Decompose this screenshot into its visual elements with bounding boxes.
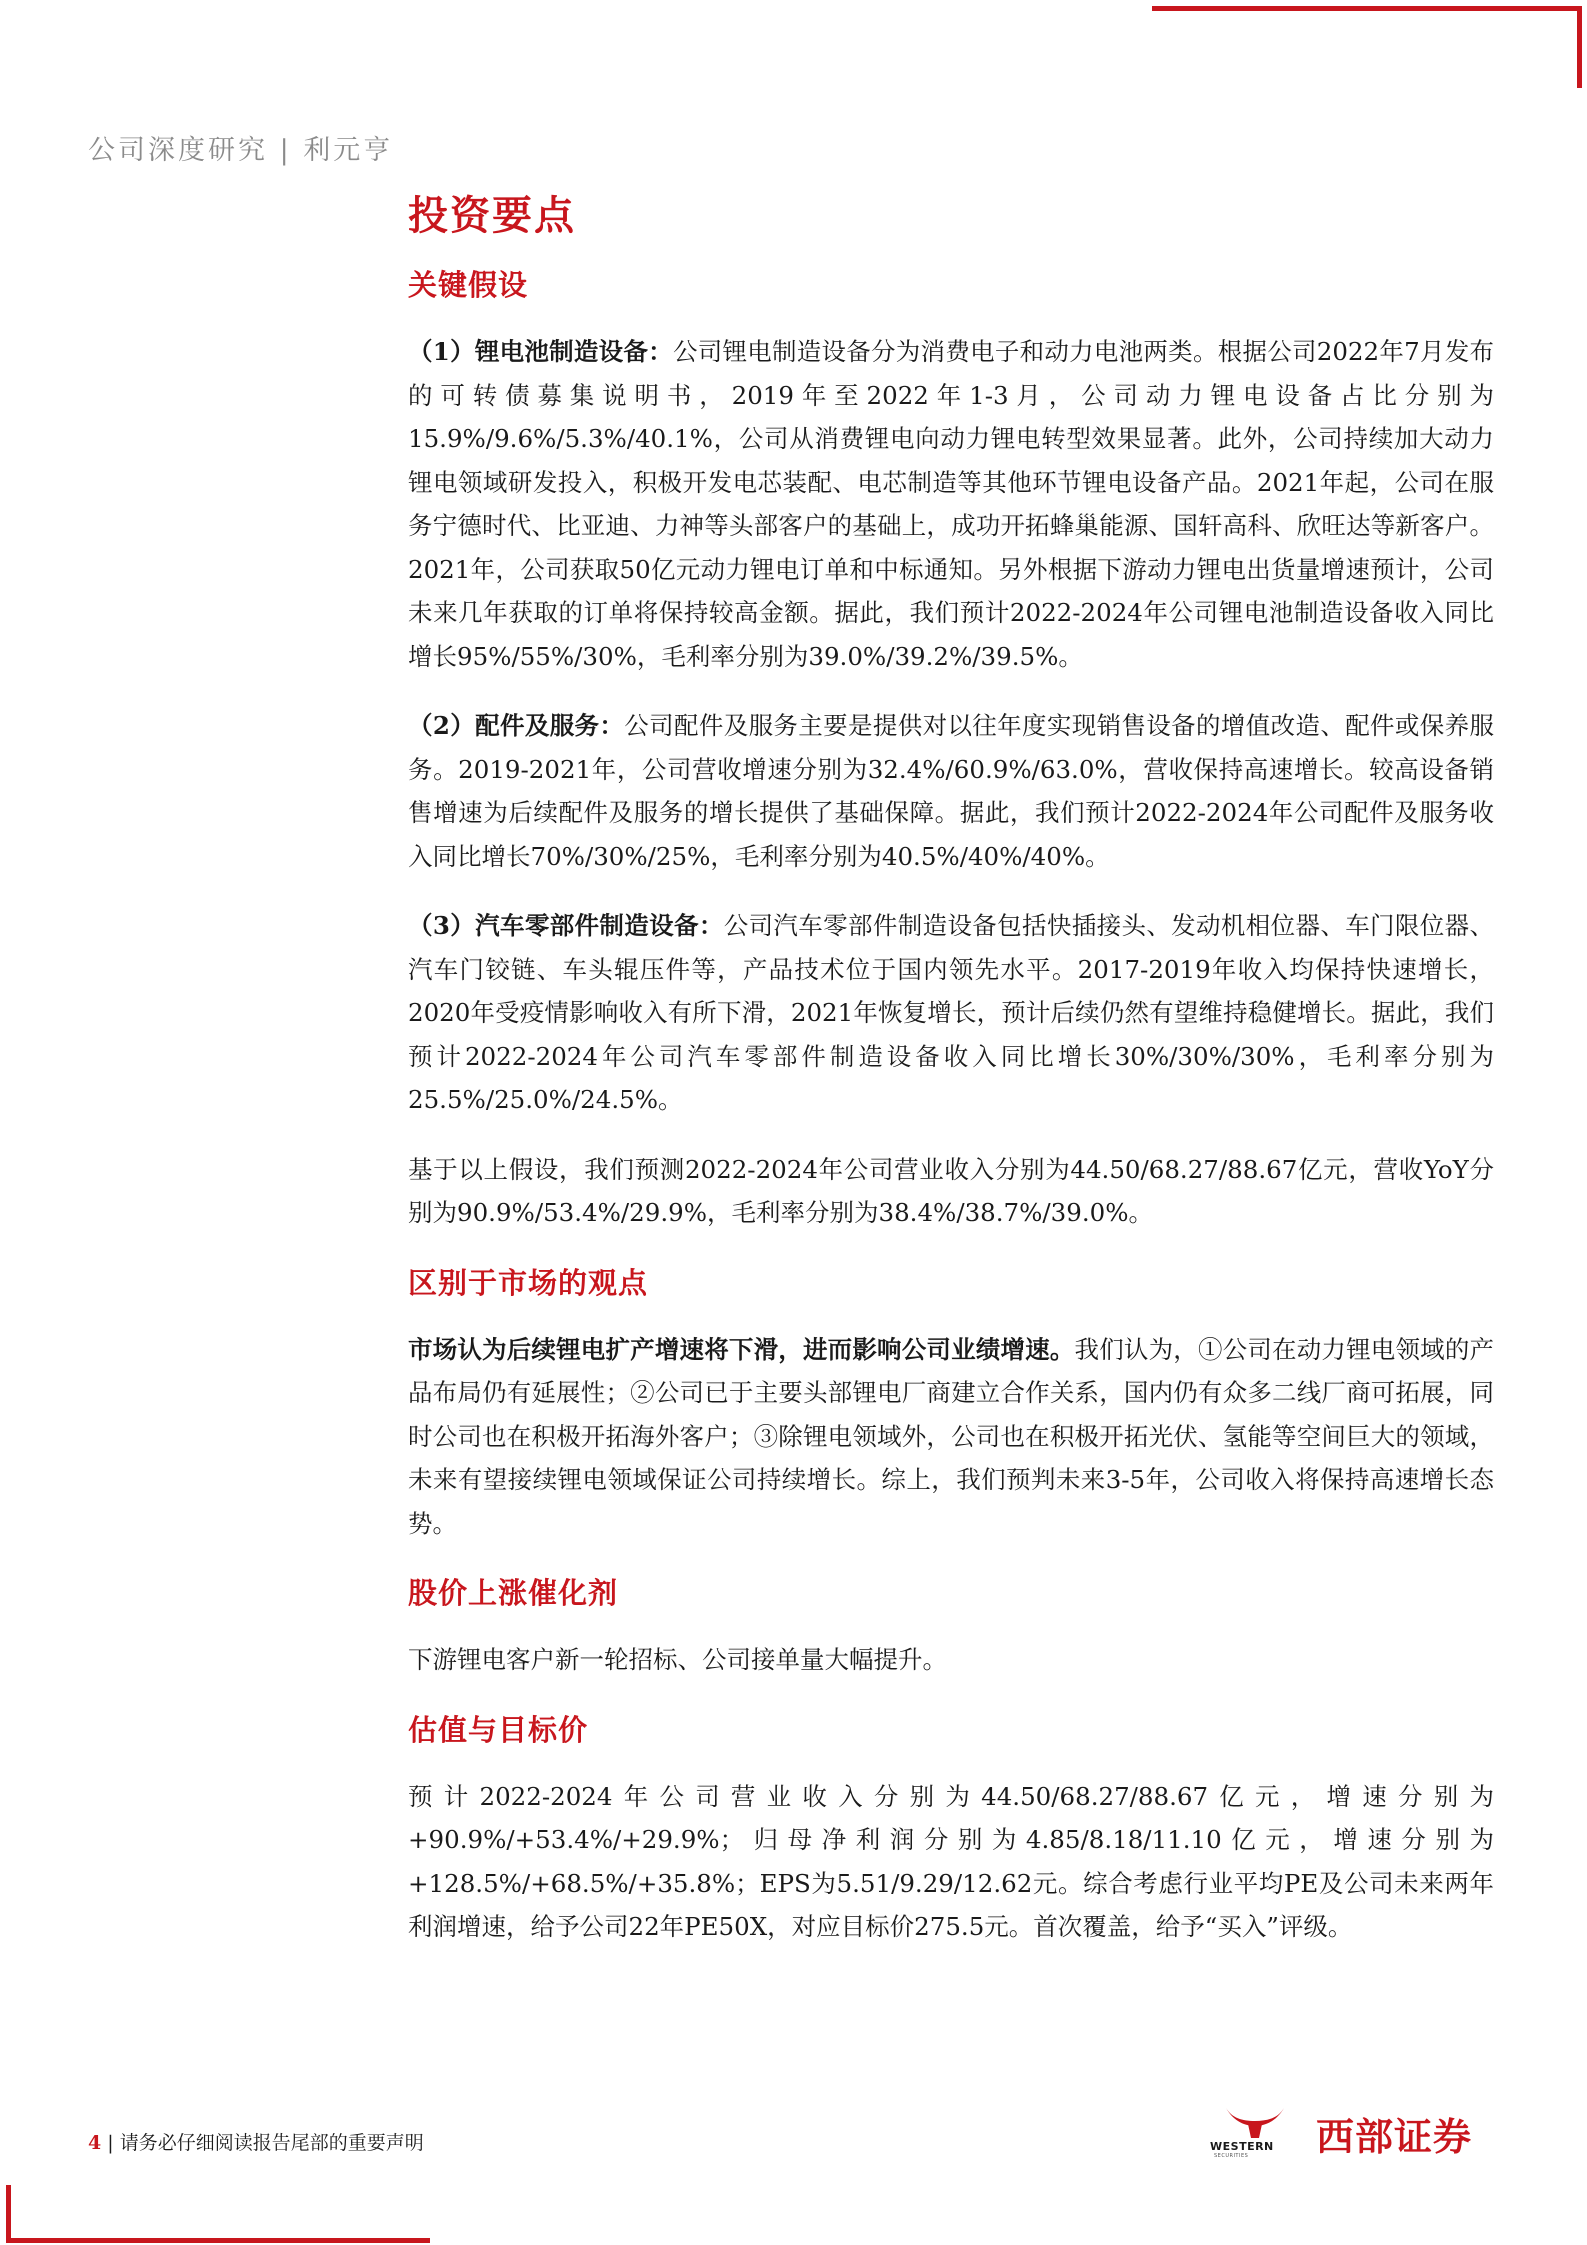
section-heading-catalyst: 股价上涨催化剂 [408,1576,619,1610]
corner-frame-top-right [1152,6,1582,11]
paragraph-catalyst: 下游锂电客户新一轮招标、公司接单量大幅提升。 [408,1645,947,1674]
paragraph-forecast-summary: 基于以上假设，我们预测2022-2024年公司营业收入分别为44.50/68.27/88.67亿元，营收YoY分别为90.9%/53.4%/29.9%，毛利率分别为38.4%/38.7%/39.0%。 [408,1154,1494,1227]
paragraph-auto-parts-equipment: （3）汽车零部件制造设备：公司汽车零部件制造设备包括快插接头、发动机相位器、车门限位器、汽车门铰链、车头辊压件等，产品技术位于国内领先水平。2017-2019年收入均保持快速增长，2020年受疫情影响收入有所下滑，2021年恢复增长，预计后续仍然有望维持稳健增长。据此，我们预计2022-2024年公司汽车零部件制造设备收入同比增长30%/30%/30%，毛利率分别为25.5%/25.0%/24.5%。 [408,911,1494,1114]
page-footer [88,2128,424,2155]
footer-separator: | [107,2132,114,2154]
logo-english-subtitle: SECURITIES [1214,2153,1249,2159]
paragraph-lithium-equipment: （1）锂电池制造设备：公司锂电制造设备分为消费电子和动力电池两类。根据公司2022年7月发布的可转债募集说明书，2019年至2022年1-3月，公司动力锂电设备占比分别为15.9%/9.6%/5.3%/40.1%，公司从消费锂电向动力锂电转型效果显著。此外，公司持续加大动力锂电领域研发投入，积极开发电芯装配、电芯制造等其他环节锂电设备产品。2021年起，公司在服务宁德时代、比亚迪、力神等头部客户的基础上，成功开拓蜂巢能源、国轩高科、欣旺达等新客户。2021年，公司获取50亿元动力锂电订单和中标通知。另外根据下游动力锂电出货量增速预计，公司未来几年获取的订单将保持较高金额。据此，我们预计2022-2024年公司锂电池制造设备收入同比增长95%/55%/30%，毛利率分别为39.0%/39.2%/39.5%。 [408,337,1495,671]
logo-chinese-name: 西部证券 [1316,2115,1473,2159]
section-heading-key-assumptions: 关键假设 [408,268,529,302]
paragraph-valuation: 预计2022-2024年公司营业收入分别为44.50/68.27/88.67亿元，增速分别为+90.9%/+53.4%/+29.9%；归母净利润分别为4.85/8.18/11.10亿元，增速分别为+128.5%/+68.5%/+35.8%；EPS为5.51/9.29/12.62元。综合考虑行业平均PE及公司未来两年利润增速，给予公司22年PE50X，对应目标价275.5元。首次覆盖，给予“买入”评级。 [408,1781,1494,1941]
report-header: 公司深度研究 | 利元亨 [88,135,394,166]
corner-frame-bottom-left-vertical [6,2185,11,2243]
paragraph-parts-service: （2）配件及服务：公司配件及服务主要是提供对以往年度实现销售设备的增值改造、配件或保养服务。2019-2021年，公司营收增速分别为32.4%/60.9%/63.0%，营收保持高速增长。较高设备销售增速为后续配件及服务的增长提供了基础保障。据此，我们预计2022-2024年公司配件及服务收入同比增长70%/30%/25%，毛利率分别为40.5%/40%/40%。 [408,711,1494,871]
company-logo [1210,2100,1510,2160]
section-heading-differ-view: 区别于市场的观点 [408,1265,649,1300]
footer-disclaimer: 请务必仔细阅读报告尾部的重要声明 [119,2132,424,2154]
corner-frame-top-right-vertical [1577,6,1582,88]
page-number: 4 [88,2132,102,2154]
paragraph-differ-view: 市场认为后续锂电扩产增速将下滑，进而影响公司业绩增速。我们认为，①公司在动力锂电领域的产品布局仍有延展性；②公司已于主要头部锂电厂商建立合作关系，国内仍有众多二线厂商可拓展，同时公司也在积极开拓海外客户；③除锂电领域外，公司也在积极开拓光伏、氢能等空间巨大的领域，未来有望接续锂电领域保证公司持续增长。综上，我们预判未来3-5年，公司收入将保持高速增长态势。 [408,1334,1495,1538]
bull-horns-icon [1224,2104,1286,2140]
page-title: 投资要点 [408,192,576,239]
main-content [408,178,1494,1975]
corner-frame-bottom-left [6,2238,430,2243]
section-heading-valuation: 估值与目标价 [408,1712,589,1747]
logo-english-name: WESTERN [1210,2140,1274,2153]
